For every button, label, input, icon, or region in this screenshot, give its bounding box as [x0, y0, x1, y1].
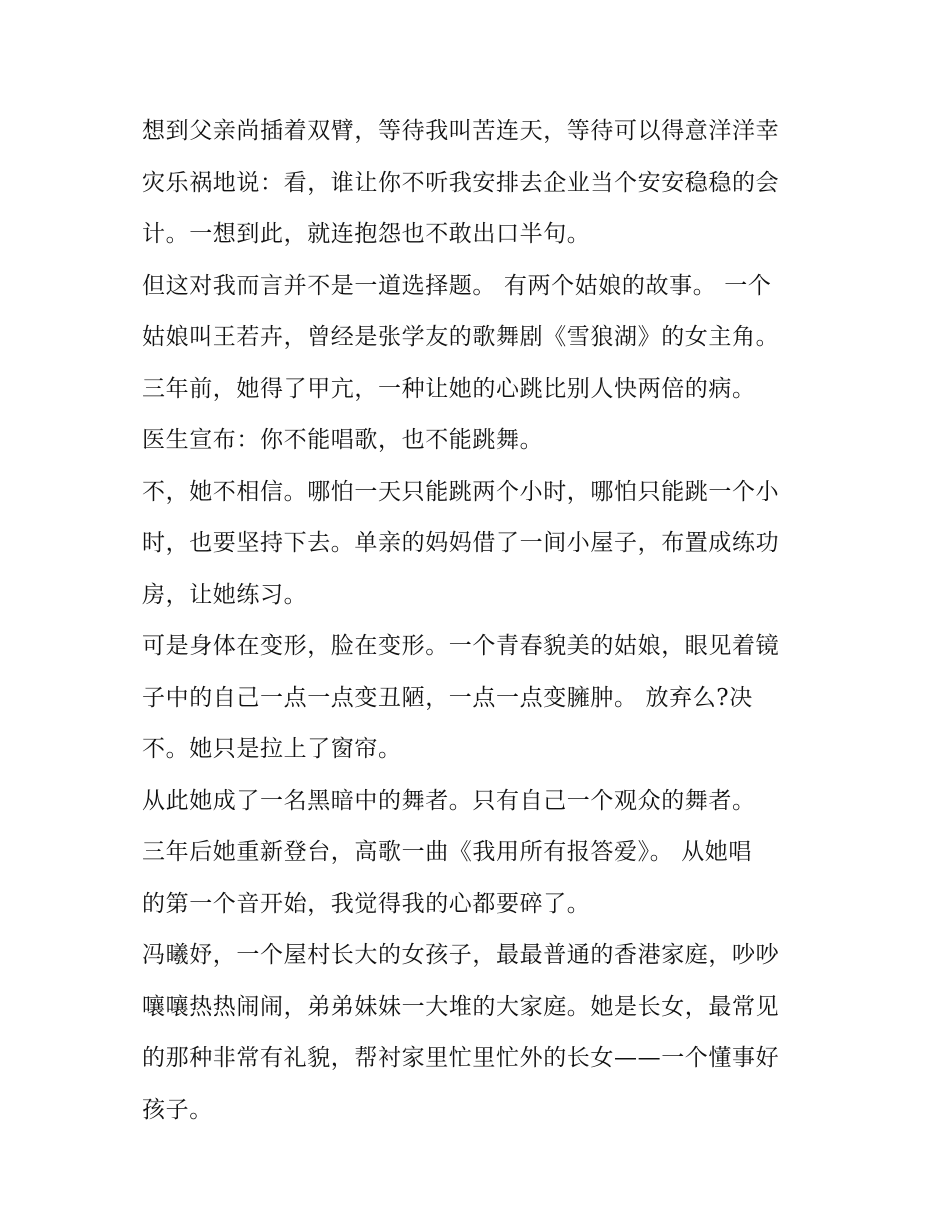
text-line: 从此她成了一名黑暗中的舞者。只有自己一个观众的舞者。	[142, 787, 756, 814]
text-line: 可是身体在变形，脸在变形。一个青春貌美的姑娘，眼见着镜	[142, 633, 780, 659]
text-line: 但这对我而言并不是一道选择题。 有两个姑娘的故事。 一个	[142, 272, 772, 299]
text-line: 房，让她练习。	[142, 581, 308, 608]
text-line: 时，也要坚持下去。单亲的妈妈借了一间小屋子，布置成练功	[142, 530, 780, 556]
text-line: 子中的自己一点一点变丑陋，一点一点变臃肿。 放弃么?决	[142, 684, 753, 711]
text-line: 灾乐祸地说：看，谁让你不听我安排去企业当个安安稳稳的会	[142, 169, 780, 196]
body-text	[142, 106, 832, 1136]
text-line: 不，她不相信。哪怕一天只能跳两个小时，哪怕只能跳一个小	[142, 478, 780, 505]
text-line: 想到父亲尚插着双臂，等待我叫苦连天，等待可以得意洋洋幸	[142, 118, 780, 144]
text-line: 的那种非常有礼貌，帮衬家里忙里忙外的长女——一个懂事好	[142, 1045, 780, 1071]
text-line: 计。一想到此，就连抱怨也不敢出口半句。	[142, 221, 591, 247]
text-line: 三年前，她得了甲亢，一种让她的心跳比别人快两倍的病。	[142, 375, 756, 402]
text-line: 冯曦妤，一个屋村长大的女孩子，最最普通的香港家庭，吵吵	[142, 942, 780, 968]
text-line: 三年后她重新登台，高歌一曲《我用所有报答爱》。 从她唱	[142, 839, 753, 865]
text-line: 嚷嚷热热闹闹，弟弟妹妹一大堆的大家庭。她是长女，最常见	[142, 993, 780, 1020]
text-line: 不。她只是拉上了窗帘。	[142, 736, 402, 762]
text-line: 姑娘叫王若卉，曾经是张学友的歌舞剧《雪狼湖》的女主角。	[142, 324, 780, 350]
text-line: 医生宣布：你不能唱歌，也不能跳舞。	[142, 427, 544, 453]
text-line: 孩子。	[142, 1096, 213, 1123]
text-line: 的第一个音开始，我觉得我的心都要碎了。	[142, 890, 591, 917]
